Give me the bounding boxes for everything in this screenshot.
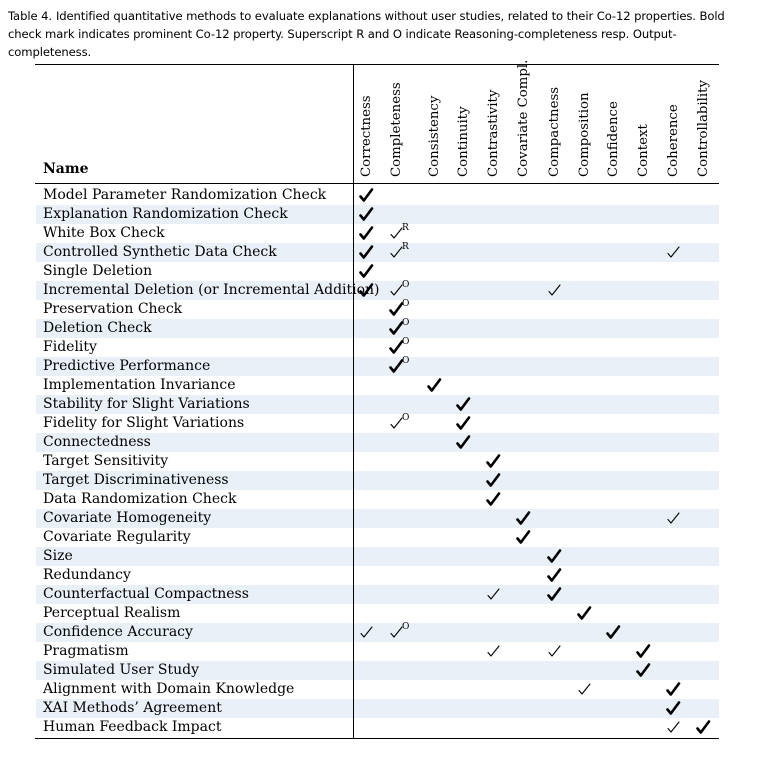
table-row-name: Fidelity — [43, 339, 97, 355]
bold-check-icon — [634, 661, 654, 680]
table-row-name: Simulated User Study — [43, 662, 200, 678]
bold-check-icon — [425, 376, 445, 395]
bold-check-icon — [545, 585, 565, 604]
bold-check-icon — [575, 604, 595, 623]
table-header-rule — [35, 183, 719, 184]
name-column-header: Name — [43, 161, 89, 177]
table-row-name: Pragmatism — [43, 643, 129, 659]
table-row-name: Redundancy — [43, 567, 131, 583]
column-header-continuity: Continuity — [456, 106, 471, 177]
table-row-name: Preservation Check — [43, 301, 183, 317]
column-header-completeness: Completeness — [389, 82, 404, 177]
table-bottom-rule — [35, 738, 719, 739]
caption-text: Identified quantitative methods to evaluate explanations without user studies, related to their Co-12 properties. Bold check mark indicates prominent Co-12 property. Superscript R and O indicate Reasoning-completeness resp. Output-completeness. — [8, 9, 725, 59]
completeness-superscript: R — [402, 242, 409, 252]
table-row-name: White Box Check — [43, 225, 165, 241]
table-row-name: Counterfactual Compactness — [43, 586, 249, 602]
completeness-superscript: O — [402, 356, 410, 366]
table-row-name: Model Parameter Randomization Check — [43, 187, 327, 203]
bold-check-icon — [484, 490, 504, 509]
column-header-correctness: Correctness — [359, 95, 374, 177]
completeness-superscript: O — [402, 299, 410, 309]
column-header-covariate-compl: Covariate Compl. — [516, 59, 531, 177]
bold-check-icon — [484, 452, 504, 471]
check-icon — [357, 623, 377, 642]
completeness-superscript: O — [402, 318, 410, 328]
column-header-consistency: Consistency — [427, 95, 442, 177]
row-band — [36, 547, 719, 566]
bold-check-icon — [357, 281, 377, 300]
completeness-superscript: O — [402, 280, 410, 290]
bold-check-icon — [454, 414, 474, 433]
table-row-name: Covariate Regularity — [43, 529, 191, 545]
table-row-name: Single Deletion — [43, 263, 153, 279]
table-row-name: Controlled Synthetic Data Check — [43, 244, 277, 260]
bold-check-icon — [694, 718, 714, 737]
table-row-name: Covariate Homogeneity — [43, 510, 212, 526]
table-column-divider — [353, 64, 354, 738]
table-row-name: Stability for Slight Variations — [43, 396, 250, 412]
bold-check-icon — [357, 243, 377, 262]
table-row-name: Connectedness — [43, 434, 151, 450]
table-row-name: Target Sensitivity — [43, 453, 169, 469]
bold-check-icon — [545, 547, 565, 566]
table-row-name: Deletion Check — [43, 320, 152, 336]
bold-check-icon — [484, 471, 504, 490]
table-row-name: Confidence Accuracy — [43, 624, 193, 640]
table-row-name: Human Feedback Impact — [43, 719, 222, 735]
bold-check-icon — [357, 205, 377, 224]
completeness-superscript: O — [402, 413, 410, 423]
check-icon — [664, 509, 684, 528]
table-row-name: Predictive Performance — [43, 358, 211, 374]
check-icon — [664, 718, 684, 737]
bold-check-icon — [357, 224, 377, 243]
bold-check-icon — [357, 262, 377, 281]
bold-check-icon — [514, 509, 534, 528]
column-header-context: Context — [636, 124, 651, 177]
check-icon — [664, 243, 684, 262]
completeness-superscript: O — [402, 337, 410, 347]
completeness-superscript: O — [402, 622, 410, 632]
table-row-name: Incremental Deletion (or Incremental Addition) — [43, 282, 380, 298]
column-header-compactness: Compactness — [547, 86, 562, 177]
bold-check-icon — [664, 699, 684, 718]
bold-check-icon — [454, 395, 474, 414]
check-icon — [545, 281, 565, 300]
caption-label: Table 4. — [8, 9, 52, 23]
column-header-coherence: Coherence — [666, 104, 681, 177]
check-icon — [545, 642, 565, 661]
column-header-composition: Composition — [577, 92, 592, 177]
column-header-controllability: Controllability — [696, 79, 711, 177]
column-header-contrastivity: Contrastivity — [486, 89, 501, 177]
check-icon — [484, 642, 504, 661]
completeness-superscript: R — [402, 223, 409, 233]
table-row-name: Perceptual Realism — [43, 605, 181, 621]
table-row-name: Fidelity for Slight Variations — [43, 415, 245, 431]
bold-check-icon — [357, 186, 377, 205]
bold-check-icon — [514, 528, 534, 547]
table-row-name: Implementation Invariance — [43, 377, 236, 393]
bold-check-icon — [454, 433, 474, 452]
table-top-rule — [35, 64, 719, 65]
table-row-name: Target Discriminativeness — [43, 472, 229, 488]
table-row-name: Size — [43, 548, 73, 564]
table-row-name: XAI Methods’ Agreement — [43, 700, 222, 716]
bold-check-icon — [664, 680, 684, 699]
bold-check-icon — [604, 623, 624, 642]
bold-check-icon — [545, 566, 565, 585]
check-icon — [484, 585, 504, 604]
check-icon — [575, 680, 595, 699]
table-row-name: Explanation Randomization Check — [43, 206, 288, 222]
column-header-confidence: Confidence — [606, 101, 621, 177]
table-row-name: Alignment with Domain Knowledge — [43, 681, 295, 697]
bold-check-icon — [634, 642, 654, 661]
table-row-name: Data Randomization Check — [43, 491, 237, 507]
